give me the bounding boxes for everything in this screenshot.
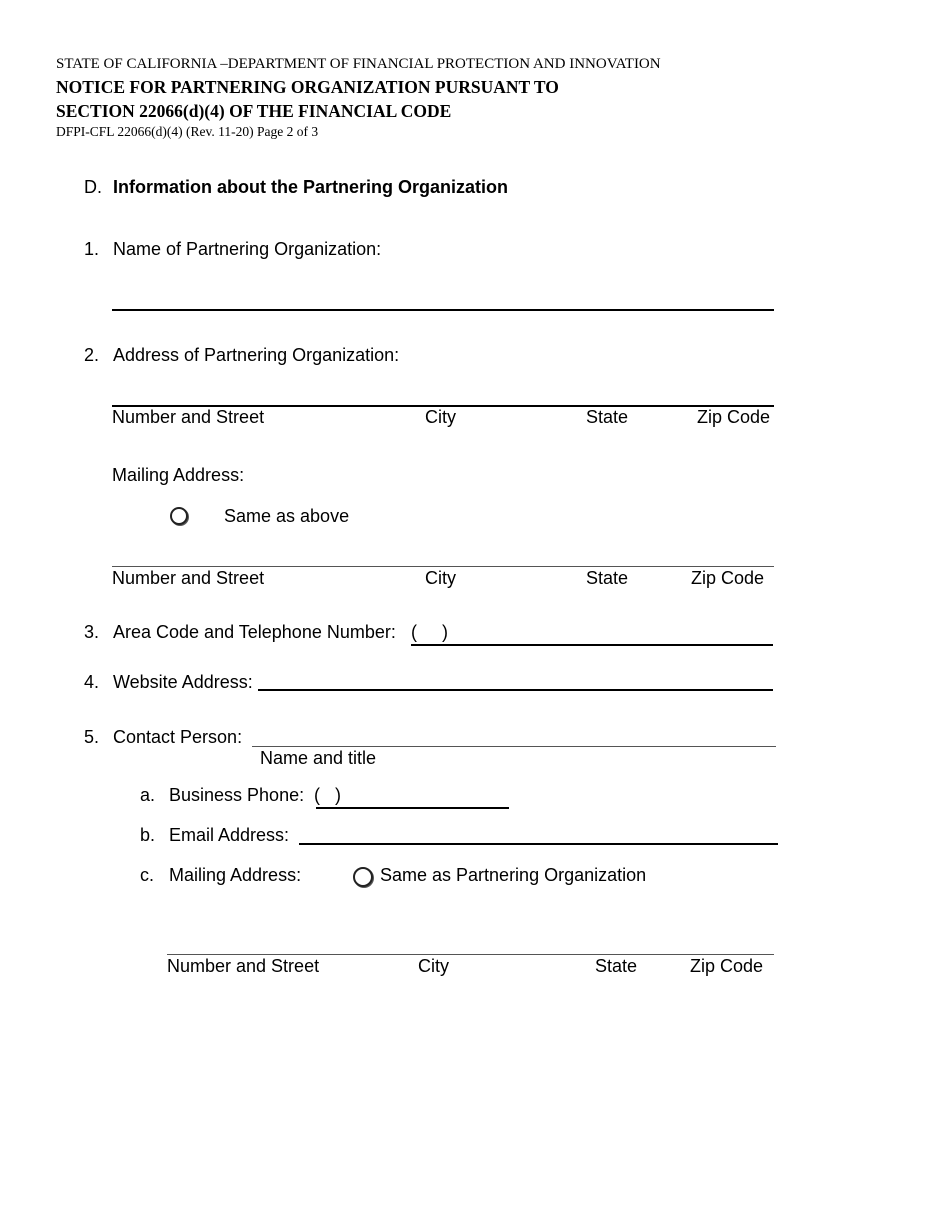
col-zip: Zip Code <box>690 956 764 976</box>
q2-number: 2. <box>84 345 100 365</box>
mailing-label: Mailing Address: <box>112 465 245 485</box>
col-street: Number and Street <box>167 956 320 976</box>
col-state: State <box>586 568 629 588</box>
col-state: State <box>595 956 638 976</box>
col-zip: Zip Code <box>691 568 765 588</box>
form-title-line1: NOTICE FOR PARTNERING ORGANIZATION PURSUANT TO <box>56 77 559 97</box>
contact-mailing-field[interactable] <box>167 954 774 955</box>
name-title-caption: Name and title <box>260 748 377 768</box>
agency-name: STATE OF CALIFORNIA –DEPARTMENT OF FINANCIAL PROTECTION AND INNOVATION <box>56 56 661 72</box>
col-street: Number and Street <box>112 568 265 588</box>
same-as-above-radio[interactable] <box>170 507 188 525</box>
contact-mailing-label: Mailing Address: <box>169 865 302 885</box>
mailing-address-field[interactable] <box>112 566 774 567</box>
q5c-letter: c. <box>140 865 155 885</box>
section-letter: D. <box>84 177 102 197</box>
q1-number: 1. <box>84 239 100 259</box>
col-zip: Zip Code <box>697 407 771 427</box>
business-phone-field[interactable] <box>316 807 509 809</box>
q3-label: Area Code and Telephone Number: <box>113 622 396 642</box>
same-as-org-label: Same as Partnering Organization <box>380 865 647 885</box>
telephone-field[interactable] <box>411 644 773 646</box>
email-field[interactable] <box>299 843 778 845</box>
q4-number: 4. <box>84 672 100 692</box>
q5a-letter: a. <box>140 785 156 805</box>
contact-person-field[interactable] <box>252 746 776 747</box>
col-state: State <box>586 407 629 427</box>
form-id: DFPI-CFL 22066(d)(4) (Rev. 11-20) Page 2 of 3 <box>56 124 319 139</box>
col-city: City <box>425 568 456 588</box>
website-field[interactable] <box>258 689 773 691</box>
q5b-letter: b. <box>140 825 156 845</box>
email-label: Email Address: <box>169 825 290 845</box>
area-code-paren: ( ) <box>411 622 448 642</box>
form-title-line2: SECTION 22066(d)(4) OF THE FINANCIAL CODE <box>56 101 452 121</box>
business-phone-label: Business Phone: <box>169 785 305 805</box>
section-title: Information about the Partnering Organization <box>113 177 509 197</box>
same-as-above-label: Same as above <box>224 506 350 526</box>
q3-number: 3. <box>84 622 100 642</box>
q2-label: Address of Partnering Organization: <box>113 345 400 365</box>
same-as-org-radio[interactable] <box>353 867 373 887</box>
org-name-field[interactable] <box>112 309 774 311</box>
q5-label: Contact Person: <box>113 727 243 747</box>
q5-number: 5. <box>84 727 100 747</box>
col-city: City <box>425 407 456 427</box>
col-street: Number and Street <box>112 407 265 427</box>
q1-label: Name of Partnering Organization: <box>113 239 382 259</box>
q4-label: Website Address: <box>113 672 253 692</box>
col-city: City <box>418 956 449 976</box>
phone-area-paren: ( ) <box>314 785 341 805</box>
